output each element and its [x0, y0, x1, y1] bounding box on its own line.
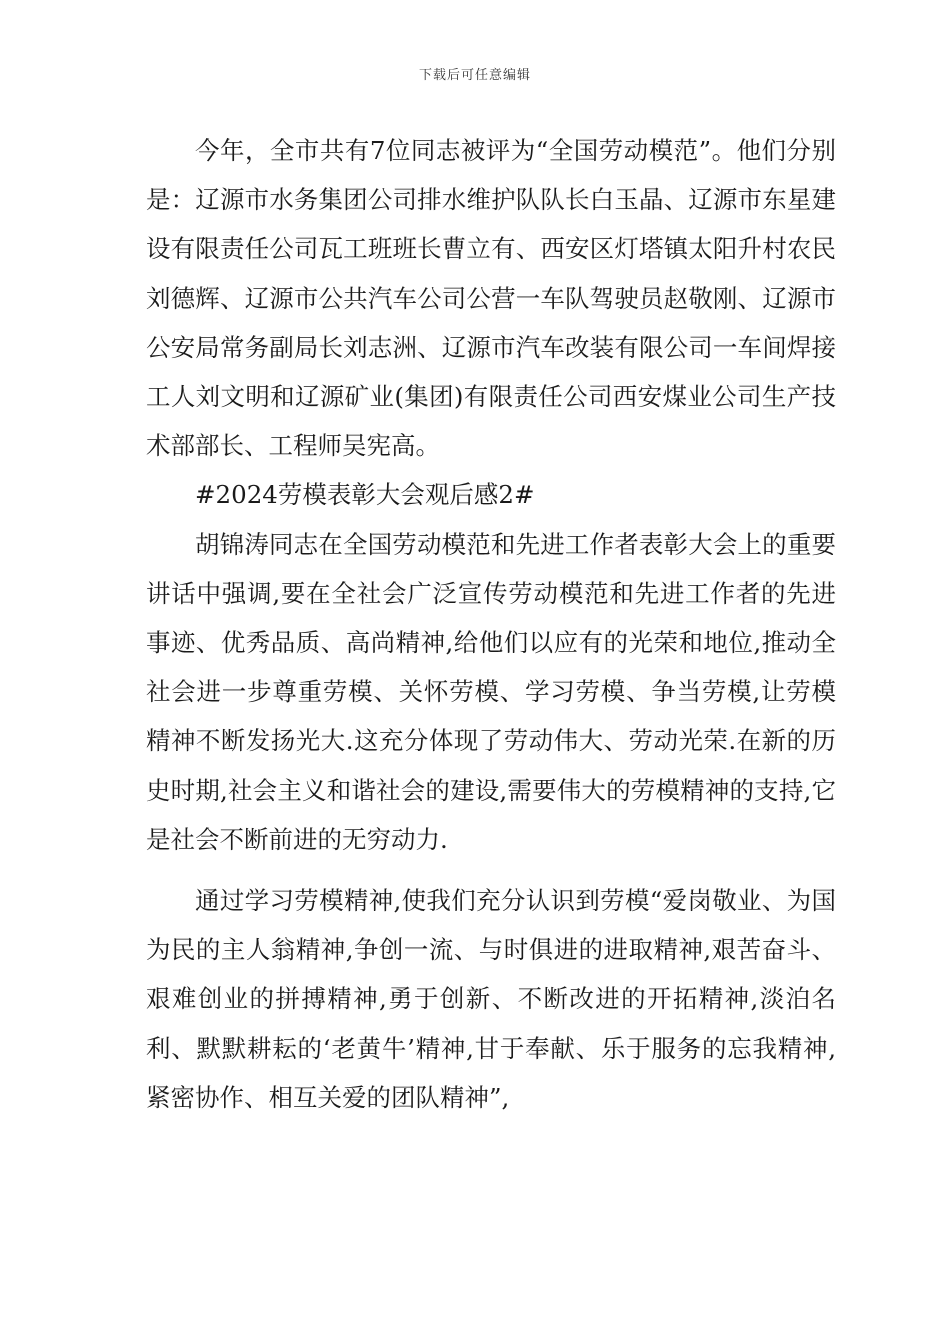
document-body: [146, 126, 836, 1122]
page-header: 下载后可任意编辑: [418, 68, 531, 83]
section-heading: #2024劳模表彰大会观后感2#: [195, 480, 535, 510]
paragraph-speech: 胡锦涛同志在全国劳动模范和先进工作者表彰大会上的重要讲话中强调,要在全社会广泛宣传劳动模范和先进工作者的先进事迹、优秀品质、高尚精神,给他们以应有的光荣和地位,推动全社会进一步尊重劳模、关怀劳模、学习劳模、争当劳模,让劳模精神不断发扬光大.这充分体现了劳动伟大、劳动光荣.在新的历史时期,社会主义和谐社会的建设,需要伟大的劳模精神的支持,它是社会不断前进的无穷动力.: [146, 529, 836, 854]
paragraph-model-spirit: 通过学习劳模精神,使我们充分认识到劳模“爱岗敬业、为国为民的主人翁精神,争创一流、与时俱进的进取精神,艰苦奋斗、艰难创业的拼搏精神,勇于创新、不断改进的开拓精神,淡泊名利、默默耕耘的‘老黄牛’精神,甘于奉献、乐于服务的忘我精神,紧密协作、相互关爱的团队精神”,: [146, 886, 836, 1112]
paragraph-model-workers-list: 今年，全市共有7位同志被评为“全国劳动模范”。他们分别是：辽源市水务集团公司排水维护队队长白玉晶、辽源市东星建设有限责任公司瓦工班班长曹立有、西安区灯塔镇太阳升村农民刘德辉、辽源市公共汽车公司公营一车队驾驶员赵敬刚、辽源市公安局常务副局长刘志洲、辽源市汽车改装有限公司一车间焊接工人刘文明和辽源矿业(集团)有限责任公司西安煤业公司生产技术部部长、工程师吴宪高。: [146, 136, 836, 461]
paragraph-gap: [146, 864, 836, 876]
